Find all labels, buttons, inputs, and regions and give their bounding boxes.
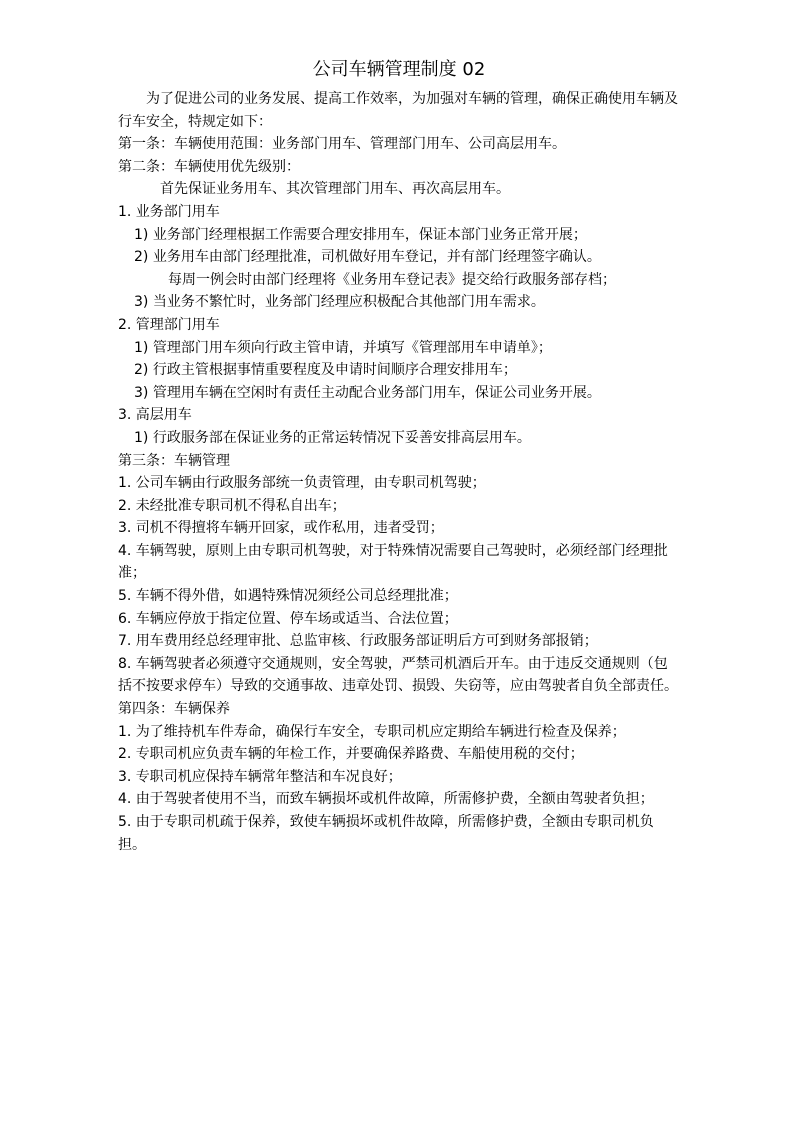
article-1: 第一条：车辆使用范围：业务部门用车、管理部门用车、公司高层用车。 bbox=[118, 136, 566, 153]
list-item: 1) 业务部门经理根据工作需要合理安排用车，保证本部门业务正常开展； bbox=[134, 226, 587, 243]
article-2-heading: 第二条：车辆使用优先级别： bbox=[118, 158, 300, 175]
list-item: 5. 由于专职司机疏于保养，致使车辆损坏或机件故障，所需修护费，全额由专职司机负担。 bbox=[118, 814, 654, 853]
section-management-car: 2. 管理部门用车 bbox=[118, 316, 220, 333]
list-item: 4. 由于驾驶者使用不当，而致车辆损坏或机件故障，所需修护费，全额由驾驶者负担； bbox=[118, 791, 654, 808]
list-item: 1) 行政服务部在保证业务的正常运转情况下妥善安排高层用车。 bbox=[134, 429, 531, 446]
list-item: 1. 为了维持机车件寿命，确保行车安全，专职司机应定期给车辆进行检查及保养； bbox=[118, 723, 626, 740]
priority-order: 首先保证业务用车、其次管理部门用车、再次高层用车。 bbox=[160, 181, 510, 198]
list-item: 7. 用车费用经总经理审批、总监审核、行政服务部证明后方可到财务部报销； bbox=[118, 633, 598, 650]
list-item: 1. 公司车辆由行政服务部统一负责管理，由专职司机驾驶； bbox=[118, 475, 486, 492]
list-item: 1) 管理部门用车须向行政主管申请，并填写《管理部用车申请单》； bbox=[134, 339, 552, 356]
list-item: 3. 专职司机应保持车辆常年整洁和车况良好； bbox=[118, 768, 402, 785]
list-item: 4. 车辆驾驶，原则上由专职司机驾驶，对于特殊情况需要自己驾驶时，必须经部门经理批准； bbox=[118, 542, 668, 582]
list-item: 6. 车辆应停放于指定位置、停车场或适当、合法位置； bbox=[118, 610, 458, 627]
list-item: 5. 车辆不得外借，如遇特殊情况须经公司总经理批准； bbox=[118, 588, 458, 605]
list-item: 2) 行政主管根据事情重要程度及申请时间顺序合理安排用车； bbox=[134, 362, 517, 379]
list-item: 2. 未经批准专职司机不得私自出车； bbox=[118, 497, 346, 514]
section-business-car: 1. 业务部门用车 bbox=[118, 203, 220, 220]
list-item: 3. 司机不得擅将车辆开回家，或作私用，违者受罚； bbox=[118, 520, 444, 537]
list-item-continuation: 每周一例会时由部门经理将《业务用车登记表》提交给行政服务部存档； bbox=[168, 271, 616, 288]
article-4-heading: 第四条：车辆保养 bbox=[118, 701, 230, 718]
document-page bbox=[118, 58, 680, 856]
list-item: 2) 业务用车由部门经理批准，司机做好用车登记，并有部门经理签字确认。 bbox=[134, 249, 601, 266]
document-title: 公司车辆管理制度 02 bbox=[312, 59, 486, 80]
list-item: 3) 管理用车辆在空闲时有责任主动配合业务部门用车，保证公司业务开展。 bbox=[134, 384, 601, 401]
list-item: 3) 当业务不繁忙时，业务部门经理应积极配合其他部门用车需求。 bbox=[134, 294, 545, 311]
article-3-heading: 第三条：车辆管理 bbox=[118, 452, 230, 469]
list-item: 8. 车辆驾驶者必须遵守交通规则，安全驾驶，严禁司机酒后开车。由于违反交通规则（包括不按要求停车）导致的交通事故、违章处罚、损毁、失窃等，应由驾驶者自负全部责任。 bbox=[118, 655, 678, 695]
section-executive-car: 3. 高层用车 bbox=[118, 407, 192, 424]
intro-paragraph: 为了促进公司的业务发展、提高工作效率，为加强对车辆的管理，确保正确使用车辆及行车安全，特规定如下： bbox=[118, 91, 678, 130]
list-item: 2. 专职司机应负责车辆的年检工作，并要确保养路费、车船使用税的交付； bbox=[118, 746, 584, 763]
